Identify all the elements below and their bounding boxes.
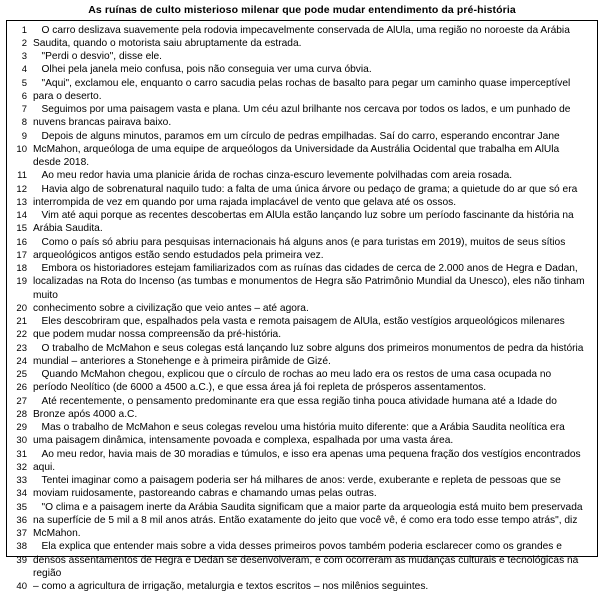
line-number: 29 [16,422,27,434]
line-number: 11 [17,170,27,182]
text-line [7,487,597,500]
line-content: densos assentamentos de Hegra e Dedan se desenvolveram, e com ocorreram as mudanças culturais e tecnológicas na região [33,554,582,579]
text-line [7,527,597,540]
line-number: 28 [16,408,27,420]
text-line [7,434,597,447]
line-content: Bronze após 4000 a.C. [33,408,138,420]
line-number: 16 [16,236,27,248]
line-content: Como o país só abriu para pesquisas internacionais há alguns anos (e para turistas em 2019), muitos de seus sítios [33,236,566,248]
line-content: O trabalho de McMahon e seus colegas está lançando luz sobre alguns dos primeiros monumentos de pedra da história [33,342,584,354]
text-line [7,262,597,275]
line-content: uma paisagem dinâmica, intensamente povoada e complexa, espalhada por uma vasta área. [33,435,454,447]
line-content: McMahon. [33,528,81,540]
text-line [7,196,597,209]
line-number: 33 [16,475,27,487]
line-content: Arábia Saudita. [33,223,103,235]
line-content: Ao meu redor havia uma planicie árida de rochas cinza-escuro levemente polvilhadas com areia rosada. [33,170,513,182]
numbered-line-list [7,21,597,593]
line-number: 8 [21,117,27,129]
text-line [7,249,597,262]
line-number: 31 [16,448,27,460]
line-number: 13 [16,196,27,208]
line-number: 25 [16,369,27,381]
line-content: mundial – anteriores a Stonehenge e à primeira pirâmide de Gizé. [33,355,331,367]
line-number: 15 [16,223,27,235]
text-line [7,514,597,527]
line-content: McMahon, arqueóloga de uma equipe de arqueólogos da Universidade da Austrália Ocidental que trabalha em AlUla desde 2018. [33,143,562,169]
line-number: 10 [16,143,27,155]
line-content: aqui. [33,461,56,473]
line-number: 23 [16,342,27,354]
line-number: 12 [16,183,27,195]
text-line [7,37,597,50]
line-number: 30 [16,435,27,447]
line-number: 22 [16,329,27,341]
line-content: localizadas na Rota do Incenso (as tumbas e monumentos de Hegra são Patrimônio Mundial da Unesco), eles não tinham muito [33,276,588,301]
line-content: Havia algo de sobrenatural naquilo tudo: a falta de uma única árvore ou pedaço de grama; a quietude do ar que só era [33,183,578,195]
line-number: 2 [21,37,27,49]
line-number: 34 [16,488,27,500]
line-number: 37 [16,528,27,540]
line-content: "Aqui", exclamou ele, enquanto o carro sacudia pelas rochas de basalto para pegar um caminho quase imperceptível [33,77,571,89]
line-content: Quando McMahon chegou, explicou que o círculo de rochas ao meu lado era os restos de uma casa ocupada no [33,369,552,381]
text-line [7,209,597,222]
line-number: 39 [16,554,27,566]
text-line [7,315,597,328]
line-content: para o deserto. [33,90,102,102]
line-number: 9 [21,130,27,142]
text-line [7,381,597,394]
line-content: Vim até aqui porque as recentes descobertas em AlUla estão lançando luz sobre um período fascinante da história na [33,210,574,222]
line-content: Ao meu redor, havia mais de 30 moradias e túmulos, e isso era apenas uma pequena fração dos vestígios encontrados [33,448,581,460]
text-line [7,580,597,593]
text-line [7,421,597,434]
line-content: Seguimos por uma paisagem vasta e plana. Um céu azul brilhante nos cercava por todos os lados, e um punhado de [33,104,571,116]
text-line [7,328,597,341]
line-number: 5 [21,77,27,89]
line-number: 1 [21,24,27,36]
document-text-frame [6,20,598,593]
text-line [7,183,597,196]
text-line [7,461,597,474]
line-content: Até recentemente, o pensamento predominante era que essa região tinha pouca atividade humana até a Idade do [33,395,557,407]
line-content: na superfície de 5 mil a 8 mil anos atrás. Então exatamente do jeito que você vê, é como era todo esse tempo atrás", diz [33,514,578,526]
text-line [7,24,597,37]
line-number: 27 [16,395,27,407]
text-line [7,395,597,408]
line-content: arqueológicos antigos estão sendo estudados pela primeira vez. [33,249,324,261]
line-content: "O clima e a paisagem inerte da Arábia Saudita significam que a maior parte da arqueologia está muito bem preservada [33,501,583,513]
text-line [7,169,597,182]
text-line [7,501,597,514]
text-line [7,368,597,381]
text-line [7,143,597,170]
text-line [7,130,597,143]
line-content: Tentei imaginar como a paisagem poderia ser há milhares de anos: verde, exuberante e repleta de pessoas que se [33,475,561,487]
line-number: 4 [21,64,27,76]
line-content: que podem mudar nossa compreensão da pré-história. [33,329,282,341]
text-line [7,90,597,103]
text-line [7,236,597,249]
line-content: Embora os historiadores estejam familiarizados com as ruínas das cidades de cerca de 2.000 anos de Hegra e Dadan, [33,263,578,275]
line-number: 24 [16,355,27,367]
line-content: Olhei pela janela meio confusa, pois não conseguia ver uma curva óbvia. [33,64,372,76]
line-content: Saudita, quando o motorista saiu abruptamente da estrada. [33,37,302,49]
text-line [7,63,597,76]
line-number: 6 [21,90,27,102]
text-line [7,116,597,129]
text-line [7,408,597,421]
line-number: 40 [16,581,27,593]
line-content: Mas o trabalho de McMahon e seus colegas revelou uma história muito diferente: que a Arábia Saudita neolítica era [33,422,565,434]
line-content: Eles descobriram que, espalhados pela vasta e remota paisagem de AlUla, estão vestígios arqueológicos milenares [33,316,565,328]
line-number: 26 [16,382,27,394]
page-title: As ruínas de culto misterioso milenar que pode mudar entendimento da pré-história [88,4,516,16]
line-number: 35 [16,501,27,513]
text-line [7,554,597,581]
text-line [7,448,597,461]
text-line [7,275,597,302]
line-content: nuvens brancas pairava baixo. [33,117,172,129]
text-line [7,77,597,90]
line-number: 14 [16,210,27,222]
line-number: 38 [16,541,27,553]
text-line [7,50,597,63]
text-line [7,302,597,315]
text-line [7,540,597,553]
line-content: Ela explica que entender mais sobre a vida desses primeiros povos também poderia esclarecer como os grandes e [33,541,562,553]
line-content: período Neolítico (de 6000 a 4500 a.C.), e que essa área já foi repleta de prósperos assentamentos. [33,382,487,394]
line-number: 19 [16,276,27,288]
line-content: interrompida de vez em quando por uma rajada implacável de vento que gelava até os ossos. [33,196,457,208]
line-content: – como a agricultura de irrigação, metalurgia e textos escritos – nos milênios seguintes. [33,581,429,593]
line-content: Depois de alguns minutos, paramos em um círculo de pedras empilhadas. Saí do carro, esperando encontrar Jane [33,130,560,142]
line-number: 20 [16,302,27,314]
line-number: 32 [16,461,27,473]
line-content: "Perdi o desvio", disse ele. [33,51,162,63]
line-number: 18 [16,263,27,275]
line-content: O carro deslizava suavemente pela rodovia impecavelmente conservada de AlUla, uma região no noroeste da Arábia [33,24,570,36]
text-line [7,103,597,116]
line-number: 17 [16,249,27,261]
line-number: 36 [16,514,27,526]
line-content: conhecimento sobre a civilização que veio antes – até agora. [33,302,309,314]
line-number: 3 [21,51,27,63]
text-line [7,222,597,235]
text-line [7,474,597,487]
line-content: moviam ruidosamente, pastoreando cabras e chamando umas pelas outras. [33,488,377,500]
line-number: 21 [16,316,27,328]
text-line [7,342,597,355]
line-number: 7 [21,104,27,116]
text-line [7,355,597,368]
